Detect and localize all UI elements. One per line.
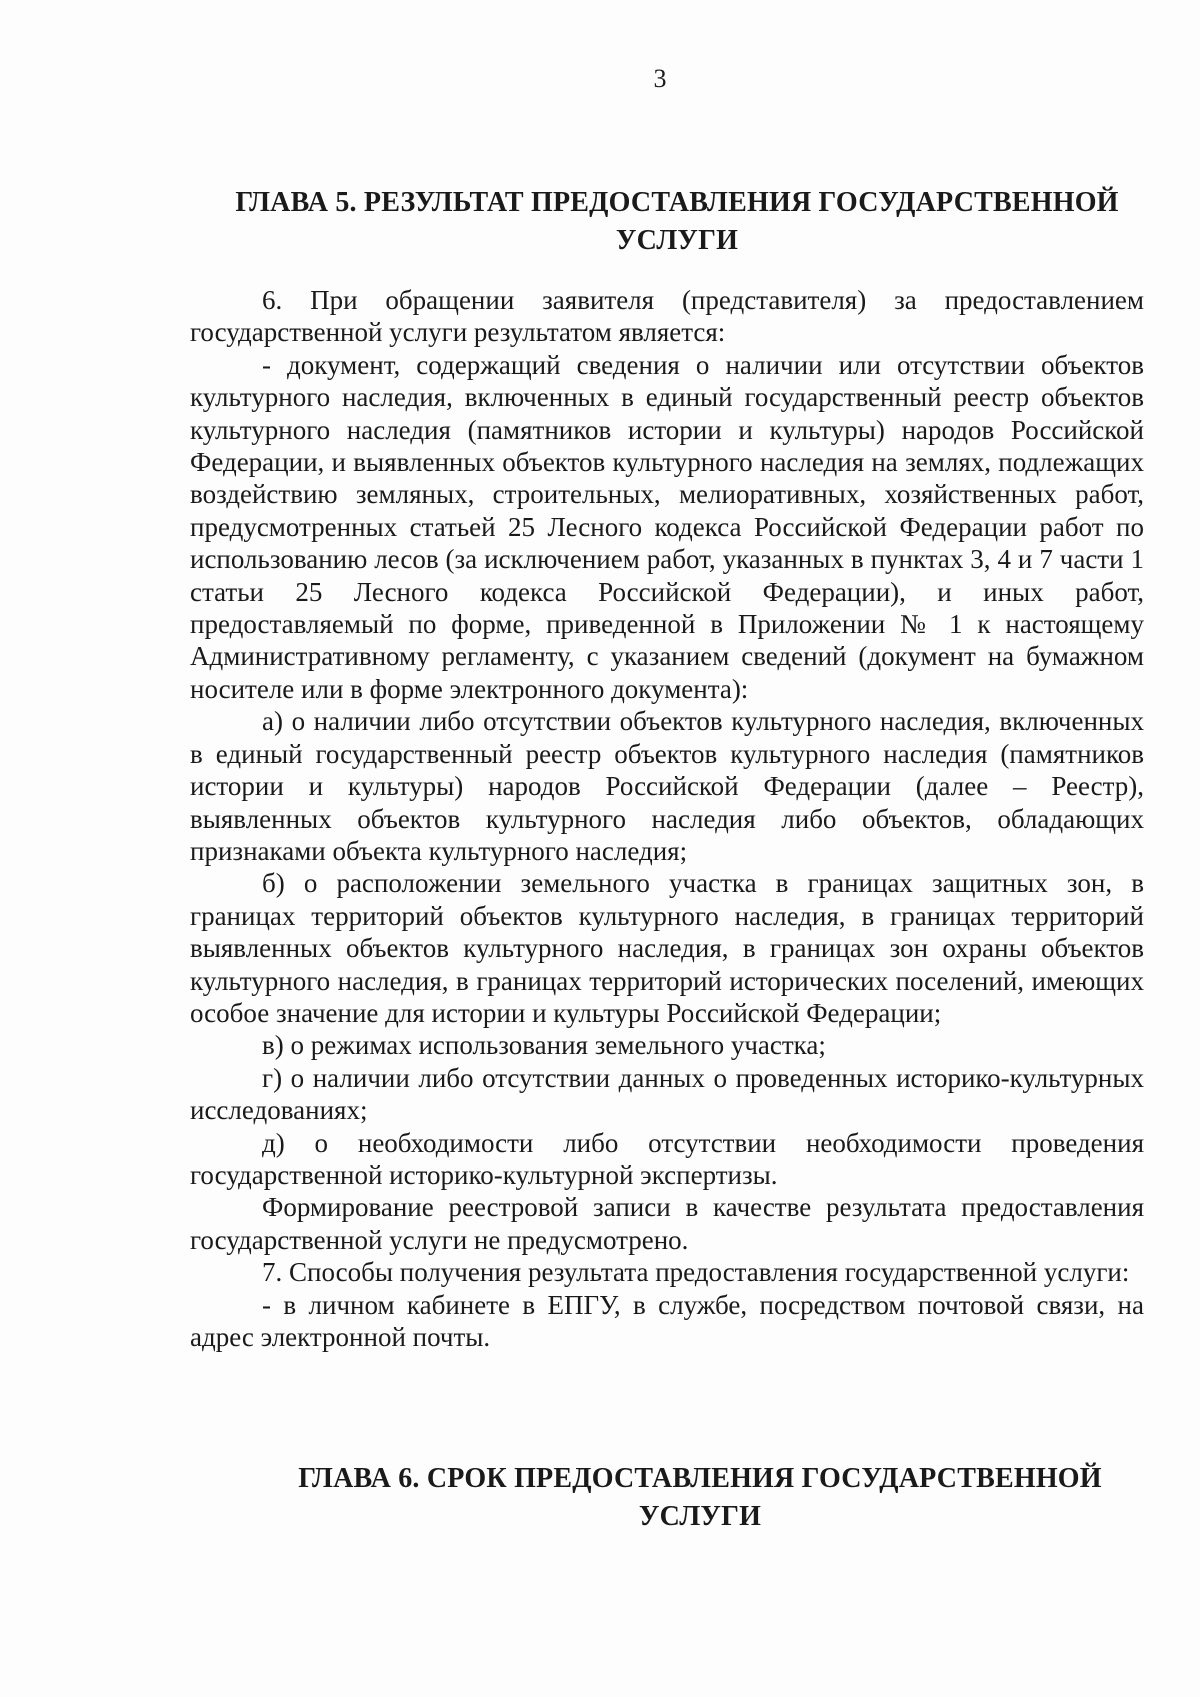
chapter-5-body [190,284,1144,1353]
paragraph-document-description: - документ, содержащий сведения о наличии или отсутствии объектов культурного наследия, включенных в единый государственный реестр объектов культурного наследия (памятников истории и культуры) народов Российской Федерации, и выявленных объектов культурного наследия на землях, подлежащих воздействию земляных, строительных, мелиоративных, хозяйственных работ, предусмотренных статьей 25 Лесного кодекса Российской Федерации работ по использованию лесов (за исключением работ, указанных в пунктах 3, 4 и 7 части 1 статьи 25 Лесного кодекса Российской Федерации), и иных работ, предоставляемый по форме, приведенной в Приложении № 1 к настоящему Административному регламенту, с указанием сведений (документ на бумажном носителе или в форме электронного документа): [190,349,1144,704]
paragraph-registry-record: Формирование реестровой записи в качестве результата предоставления государственной услуги не предусмотрено. [190,1192,1144,1255]
paragraph-methods-list: - в личном кабинете в ЕПГУ, в службе, посредством почтовой связи, на адрес электронной почты. [190,1289,1144,1352]
paragraph-item-g: г) о наличии либо отсутствии данных о проведенных историко-культурных исследованиях; [190,1062,1144,1126]
paragraph-item-d: д) о необходимости либо отсутствии необходимости проведения государственной историко-культурной экспертизы. [190,1127,1144,1190]
chapter-6-heading [280,1460,1120,1536]
chapter-5-heading-line-1: ГЛАВА 5. РЕЗУЛЬТАТ ПРЕДОСТАВЛЕНИЯ ГОСУДАРСТВЕННОЙ [235,187,1119,218]
chapter-5-heading [200,184,1154,260]
paragraph-7-methods: 7. Способы получения результата предоставления государственной услуги: [262,1257,1130,1288]
page-number: 3 [653,64,667,93]
paragraph-item-b: б) о расположении земельного участка в границах защитных зон, в границах территорий объектов культурного наследия, в границах территорий выявленных объектов культурного наследия, в границах зон охраны объектов культурного наследия, в границах территорий исторических поселений, имеющих особое значение для истории и культуры Российской Федерации; [190,868,1144,1028]
chapter-6-heading-line-2: УСЛУГИ [638,1501,762,1532]
chapter-6-heading-line-1: ГЛАВА 6. СРОК ПРЕДОСТАВЛЕНИЯ ГОСУДАРСТВЕННОЙ [298,1463,1102,1494]
chapter-5-heading-line-2: УСЛУГИ [615,225,739,256]
paragraph-item-a: а) о наличии либо отсутствии объектов культурного наследия, включенных в единый государственный реестр объектов культурного наследия (памятников истории и культуры) народов Российской Федерации (далее – Реестр), выявленных объектов культурного наследия либо объектов, обладающих признаками объекта культурного наследия; [190,706,1144,866]
paragraph-6-intro: 6. При обращении заявителя (представителя) за предоставлением государственной услуги результатом является: [190,285,1144,348]
paragraph-item-v: в) о режимах использования земельного участка; [262,1030,826,1061]
